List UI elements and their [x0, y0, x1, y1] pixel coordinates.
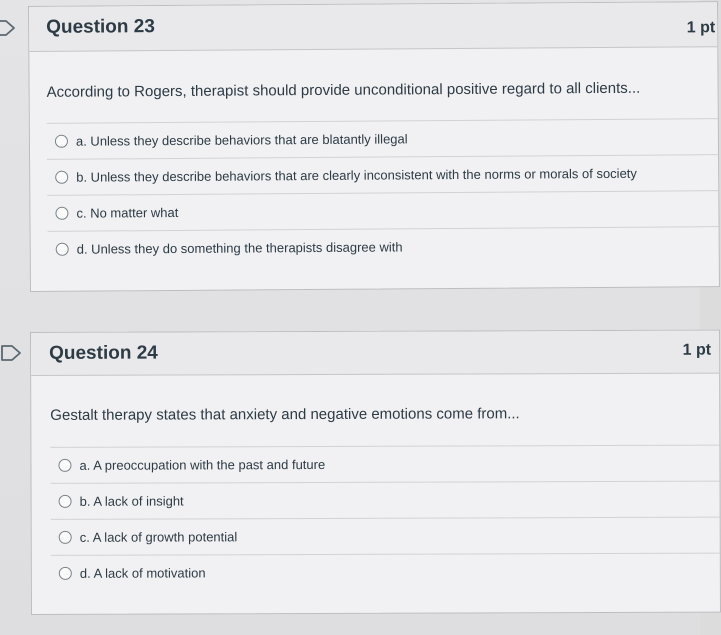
answer-option-b[interactable] [51, 481, 720, 519]
question-text: Gestalt therapy states that anxiety and negative emotions come from... [50, 405, 520, 424]
answer-label[interactable]: b. Unless they describe behaviors that are clearly inconsistent with the norms or morals of society [76, 165, 637, 185]
radio-button-icon[interactable] [58, 459, 71, 472]
radio-button-icon[interactable] [59, 495, 72, 508]
answer-option-b[interactable] [47, 154, 718, 195]
answer-label[interactable]: b. A lack of insight [79, 493, 184, 509]
answer-label[interactable]: a. Unless they describe behaviors that are blatantly illegal [75, 131, 408, 149]
answer-label[interactable]: c. A lack of growth potential [79, 529, 238, 545]
answer-list [50, 445, 719, 591]
answer-label[interactable]: d. Unless they do something the therapists disagree with [76, 239, 403, 257]
radio-button-icon[interactable] [56, 243, 69, 256]
answer-option-c[interactable] [47, 190, 718, 231]
question-flag-icon[interactable] [0, 345, 22, 361]
question-title: Question 23 [46, 16, 155, 38]
radio-button-icon[interactable] [55, 135, 68, 148]
question-header [31, 331, 719, 376]
question-title: Question 24 [49, 342, 158, 364]
answer-option-a[interactable] [47, 118, 718, 159]
answer-option-d[interactable] [51, 553, 720, 591]
question-text: According to Rogers, therapist should provide unconditional positive regard to all clients... [46, 79, 641, 101]
question-flag-icon[interactable] [0, 20, 16, 36]
radio-button-icon[interactable] [55, 207, 68, 220]
answer-label[interactable]: a. A preoccupation with the past and future [79, 456, 326, 473]
question-card-23 [28, 1, 720, 292]
radio-button-icon[interactable] [59, 531, 72, 544]
question-points: 1 pt [682, 341, 712, 359]
question-card-24 [30, 330, 721, 615]
question-points: 1 pt [686, 19, 716, 37]
answer-list [47, 118, 719, 267]
radio-button-icon[interactable] [59, 567, 72, 580]
answer-option-c[interactable] [51, 517, 720, 555]
answer-label[interactable]: c. No matter what [76, 204, 179, 221]
answer-label[interactable]: d. A lack of motivation [79, 565, 206, 581]
radio-button-icon[interactable] [55, 171, 68, 184]
question-header [29, 2, 717, 52]
answer-option-a[interactable] [50, 445, 719, 483]
answer-option-d[interactable] [48, 226, 719, 267]
